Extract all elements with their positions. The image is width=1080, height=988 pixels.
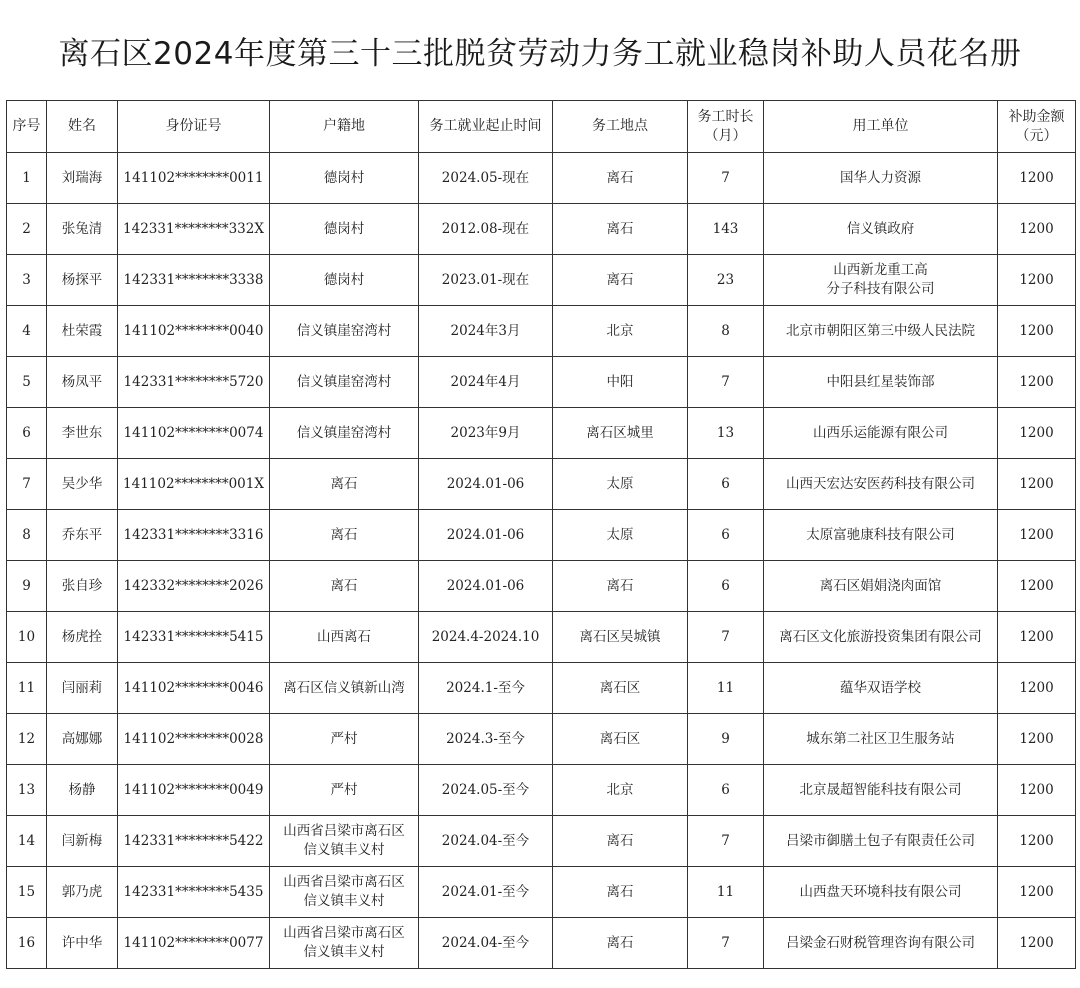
cell-subsidy-amount: 1200 (998, 408, 1076, 459)
cell-id-number: 142331********332X (118, 204, 270, 255)
cell-work-duration: 7 (688, 816, 764, 867)
table-row (7, 306, 1076, 357)
cell-work-period: 2024.4-2024.10 (419, 612, 553, 663)
header-id-number: 身份证号 (118, 101, 270, 153)
cell-work-duration: 6 (688, 561, 764, 612)
cell-subsidy-amount: 1200 (998, 204, 1076, 255)
cell-name: 乔东平 (47, 510, 118, 561)
table-row (7, 204, 1076, 255)
cell-work-duration: 7 (688, 918, 764, 969)
cell-subsidy-amount: 1200 (998, 357, 1076, 408)
table-row (7, 816, 1076, 867)
cell-household: 山西省吕梁市离石区 信义镇丰义村 (270, 816, 419, 867)
cell-id-number: 141102********0074 (118, 408, 270, 459)
cell-name: 刘瑞海 (47, 153, 118, 204)
cell-employer: 吕梁市御膳土包子有限责任公司 (764, 816, 998, 867)
cell-id-number: 142331********3338 (118, 255, 270, 306)
cell-index: 16 (7, 918, 47, 969)
cell-employer: 太原富驰康科技有限公司 (764, 510, 998, 561)
cell-index: 6 (7, 408, 47, 459)
cell-name: 杜荣霞 (47, 306, 118, 357)
cell-work-duration: 6 (688, 459, 764, 510)
cell-name: 杨凤平 (47, 357, 118, 408)
cell-employer: 北京市朝阳区第三中级人民法院 (764, 306, 998, 357)
header-work-duration: 务工时长 （月） (688, 101, 764, 153)
table-row (7, 765, 1076, 816)
cell-household: 离石区信义镇新山湾 (270, 663, 419, 714)
cell-work-period: 2024年3月 (419, 306, 553, 357)
cell-employer: 国华人力资源 (764, 153, 998, 204)
cell-work-duration: 11 (688, 663, 764, 714)
cell-work-location: 太原 (553, 510, 688, 561)
cell-employer: 蕴华双语学校 (764, 663, 998, 714)
cell-id-number: 142331********3316 (118, 510, 270, 561)
table-row (7, 867, 1076, 918)
cell-id-number: 142331********5720 (118, 357, 270, 408)
cell-index: 1 (7, 153, 47, 204)
cell-name: 闫新梅 (47, 816, 118, 867)
cell-work-location: 离石区 (553, 714, 688, 765)
cell-work-duration: 7 (688, 153, 764, 204)
cell-household: 严村 (270, 714, 419, 765)
table-header-row (7, 101, 1076, 153)
cell-work-location: 离石 (553, 867, 688, 918)
cell-work-period: 2024.01-06 (419, 510, 553, 561)
cell-subsidy-amount: 1200 (998, 867, 1076, 918)
cell-index: 10 (7, 612, 47, 663)
header-subsidy-amount: 补助金额 （元） (998, 101, 1076, 153)
table-row (7, 612, 1076, 663)
cell-work-location: 中阳 (553, 357, 688, 408)
cell-employer: 北京晟超智能科技有限公司 (764, 765, 998, 816)
cell-index: 14 (7, 816, 47, 867)
cell-employer: 离石区文化旅游投资集团有限公司 (764, 612, 998, 663)
cell-id-number: 141102********0077 (118, 918, 270, 969)
cell-employer: 山西天宏达安医药科技有限公司 (764, 459, 998, 510)
cell-index: 3 (7, 255, 47, 306)
cell-index: 12 (7, 714, 47, 765)
cell-subsidy-amount: 1200 (998, 153, 1076, 204)
header-employer: 用工单位 (764, 101, 998, 153)
cell-work-duration: 8 (688, 306, 764, 357)
cell-work-period: 2024.01-06 (419, 459, 553, 510)
cell-household: 离石 (270, 459, 419, 510)
table-row (7, 561, 1076, 612)
cell-household: 德岗村 (270, 204, 419, 255)
cell-name: 杨虎拴 (47, 612, 118, 663)
cell-household: 严村 (270, 765, 419, 816)
cell-work-location: 离石 (553, 153, 688, 204)
cell-household: 信义镇崖窑湾村 (270, 306, 419, 357)
table-row (7, 408, 1076, 459)
cell-employer: 中阳县红星装饰部 (764, 357, 998, 408)
cell-subsidy-amount: 1200 (998, 459, 1076, 510)
cell-work-duration: 7 (688, 612, 764, 663)
cell-name: 吴少华 (47, 459, 118, 510)
cell-work-period: 2024.01-06 (419, 561, 553, 612)
cell-work-period: 2023年9月 (419, 408, 553, 459)
cell-index: 2 (7, 204, 47, 255)
cell-employer: 吕梁金石财税管理咨询有限公司 (764, 918, 998, 969)
cell-work-period: 2023.01-现在 (419, 255, 553, 306)
cell-index: 11 (7, 663, 47, 714)
cell-work-period: 2012.08-现在 (419, 204, 553, 255)
table-row (7, 459, 1076, 510)
cell-name: 闫丽莉 (47, 663, 118, 714)
cell-work-period: 2024.05-至今 (419, 765, 553, 816)
cell-name: 许中华 (47, 918, 118, 969)
roster-table (6, 100, 1076, 969)
cell-work-location: 北京 (553, 306, 688, 357)
cell-id-number: 141102********0040 (118, 306, 270, 357)
cell-employer: 离石区娟娟浇肉面馆 (764, 561, 998, 612)
cell-work-period: 2024.05-现在 (419, 153, 553, 204)
cell-work-location: 离石 (553, 255, 688, 306)
cell-employer: 山西乐运能源有限公司 (764, 408, 998, 459)
header-work-location: 务工地点 (553, 101, 688, 153)
cell-employer: 城东第二社区卫生服务站 (764, 714, 998, 765)
cell-household: 信义镇崖窑湾村 (270, 357, 419, 408)
table-row (7, 510, 1076, 561)
cell-id-number: 141102********0011 (118, 153, 270, 204)
table-row (7, 255, 1076, 306)
cell-work-duration: 6 (688, 765, 764, 816)
cell-household: 信义镇崖窑湾村 (270, 408, 419, 459)
cell-work-location: 太原 (553, 459, 688, 510)
cell-work-duration: 9 (688, 714, 764, 765)
cell-subsidy-amount: 1200 (998, 612, 1076, 663)
table-row (7, 663, 1076, 714)
cell-name: 高娜娜 (47, 714, 118, 765)
header-index: 序号 (7, 101, 47, 153)
cell-index: 15 (7, 867, 47, 918)
cell-id-number: 142331********5435 (118, 867, 270, 918)
cell-subsidy-amount: 1200 (998, 765, 1076, 816)
cell-subsidy-amount: 1200 (998, 306, 1076, 357)
cell-id-number: 141102********001X (118, 459, 270, 510)
page-title: 离石区2024年度第三十三批脱贫劳动力务工就业稳岗补助人员花名册 (58, 36, 1022, 72)
cell-household: 离石 (270, 561, 419, 612)
cell-index: 5 (7, 357, 47, 408)
cell-work-location: 离石 (553, 204, 688, 255)
cell-id-number: 141102********0049 (118, 765, 270, 816)
cell-work-location: 离石 (553, 918, 688, 969)
cell-work-period: 2024.01-至今 (419, 867, 553, 918)
cell-work-location: 离石区 (553, 663, 688, 714)
cell-work-duration: 143 (688, 204, 764, 255)
cell-employer: 信义镇政府 (764, 204, 998, 255)
cell-name: 张兔清 (47, 204, 118, 255)
cell-household: 德岗村 (270, 255, 419, 306)
cell-household: 德岗村 (270, 153, 419, 204)
cell-index: 7 (7, 459, 47, 510)
cell-subsidy-amount: 1200 (998, 255, 1076, 306)
cell-employer: 山西新龙重工高 分子科技有限公司 (764, 255, 998, 306)
cell-id-number: 141102********0046 (118, 663, 270, 714)
cell-subsidy-amount: 1200 (998, 714, 1076, 765)
cell-work-duration: 13 (688, 408, 764, 459)
cell-work-location: 离石 (553, 816, 688, 867)
cell-work-location: 离石 (553, 561, 688, 612)
table-row (7, 357, 1076, 408)
cell-household: 离石 (270, 510, 419, 561)
cell-work-period: 2024.04-至今 (419, 816, 553, 867)
table-body (7, 153, 1076, 969)
header-name: 姓名 (47, 101, 118, 153)
cell-work-period: 2024.3-至今 (419, 714, 553, 765)
cell-name: 杨静 (47, 765, 118, 816)
cell-subsidy-amount: 1200 (998, 663, 1076, 714)
header-household: 户籍地 (270, 101, 419, 153)
cell-index: 4 (7, 306, 47, 357)
cell-work-location: 离石区城里 (553, 408, 688, 459)
cell-id-number: 142332********2026 (118, 561, 270, 612)
cell-employer: 山西盘天环境科技有限公司 (764, 867, 998, 918)
cell-index: 8 (7, 510, 47, 561)
cell-work-duration: 6 (688, 510, 764, 561)
cell-index: 13 (7, 765, 47, 816)
cell-subsidy-amount: 1200 (998, 561, 1076, 612)
cell-work-duration: 11 (688, 867, 764, 918)
cell-id-number: 142331********5415 (118, 612, 270, 663)
cell-id-number: 142331********5422 (118, 816, 270, 867)
cell-name: 李世东 (47, 408, 118, 459)
cell-subsidy-amount: 1200 (998, 816, 1076, 867)
cell-work-location: 北京 (553, 765, 688, 816)
cell-work-duration: 23 (688, 255, 764, 306)
cell-subsidy-amount: 1200 (998, 918, 1076, 969)
cell-household: 山西离石 (270, 612, 419, 663)
cell-work-duration: 7 (688, 357, 764, 408)
cell-work-period: 2024年4月 (419, 357, 553, 408)
cell-household: 山西省吕梁市离石区 信义镇丰义村 (270, 918, 419, 969)
table-row (7, 714, 1076, 765)
cell-subsidy-amount: 1200 (998, 510, 1076, 561)
table-row (7, 918, 1076, 969)
cell-household: 山西省吕梁市离石区 信义镇丰义村 (270, 867, 419, 918)
cell-name: 张自珍 (47, 561, 118, 612)
cell-work-period: 2024.1-至今 (419, 663, 553, 714)
cell-work-location: 离石区吴城镇 (553, 612, 688, 663)
header-work-period: 务工就业起止时间 (419, 101, 553, 153)
cell-id-number: 141102********0028 (118, 714, 270, 765)
cell-name: 杨探平 (47, 255, 118, 306)
cell-index: 9 (7, 561, 47, 612)
table-row (7, 153, 1076, 204)
cell-name: 郭乃虎 (47, 867, 118, 918)
cell-work-period: 2024.04-至今 (419, 918, 553, 969)
